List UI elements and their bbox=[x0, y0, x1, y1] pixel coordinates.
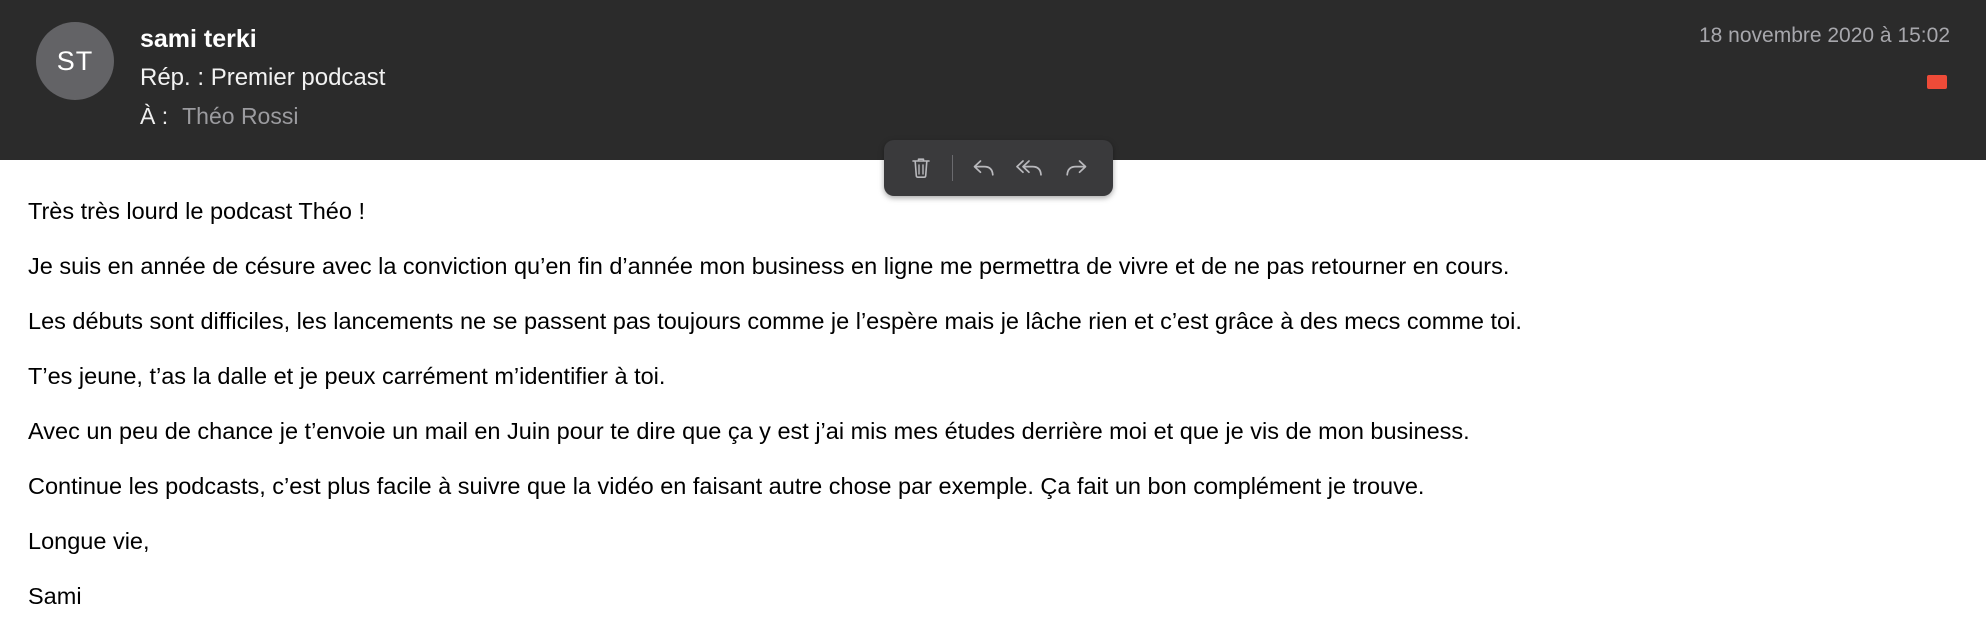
message-paragraph: Continue les podcasts, c’est plus facile à suivre que la vidéo en faisant autre chose par exemple. Ça fait un bon complément je trouve. bbox=[28, 473, 1425, 499]
recipient-row bbox=[140, 99, 385, 133]
avatar bbox=[36, 22, 114, 100]
flag-icon[interactable] bbox=[1924, 70, 1950, 101]
avatar-initials: ST bbox=[56, 45, 94, 76]
reply-all-button[interactable] bbox=[1007, 148, 1053, 188]
message-action-toolbar bbox=[884, 140, 1113, 196]
header-right-block bbox=[1699, 22, 1950, 101]
message-timestamp: 18 novembre 2020 à 15:02 bbox=[1698, 24, 1950, 47]
delete-button[interactable] bbox=[898, 148, 944, 188]
message-subject: Rép. : Premier podcast bbox=[140, 64, 386, 91]
message-paragraph: T’es jeune, t’as la dalle et je peux carrément m’identifier à toi. bbox=[28, 363, 666, 389]
message-header bbox=[0, 0, 1986, 160]
message-paragraph: Les débuts sont difficiles, les lancements ne se passent pas toujours comme je l’espère mais je lâche rien et c’est grâce à des mecs comme toi. bbox=[28, 308, 1522, 334]
reply-button[interactable] bbox=[961, 148, 1007, 188]
message-paragraph: Longue vie, bbox=[28, 528, 150, 554]
message-paragraph: Très très lourd le podcast Théo ! bbox=[28, 198, 365, 224]
message-body bbox=[0, 160, 1986, 611]
toolbar-separator bbox=[952, 155, 953, 181]
recipient-label: À : bbox=[140, 103, 169, 129]
forward-button[interactable] bbox=[1053, 148, 1099, 188]
recipient-name[interactable]: Théo Rossi bbox=[182, 103, 299, 129]
message-paragraph: Sami bbox=[28, 583, 82, 609]
header-text-block bbox=[140, 20, 385, 133]
message-paragraph: Je suis en année de césure avec la conviction qu’en fin d’année mon business en ligne me permettra de vivre et de ne pas retourner en cours. bbox=[28, 253, 1510, 279]
message-paragraph: Avec un peu de chance je t’envoie un mail en Juin pour te dire que ça y est j’ai mis mes études derrière moi et que je vis de mon business. bbox=[28, 418, 1470, 444]
sender-name: sami terki bbox=[140, 25, 257, 53]
